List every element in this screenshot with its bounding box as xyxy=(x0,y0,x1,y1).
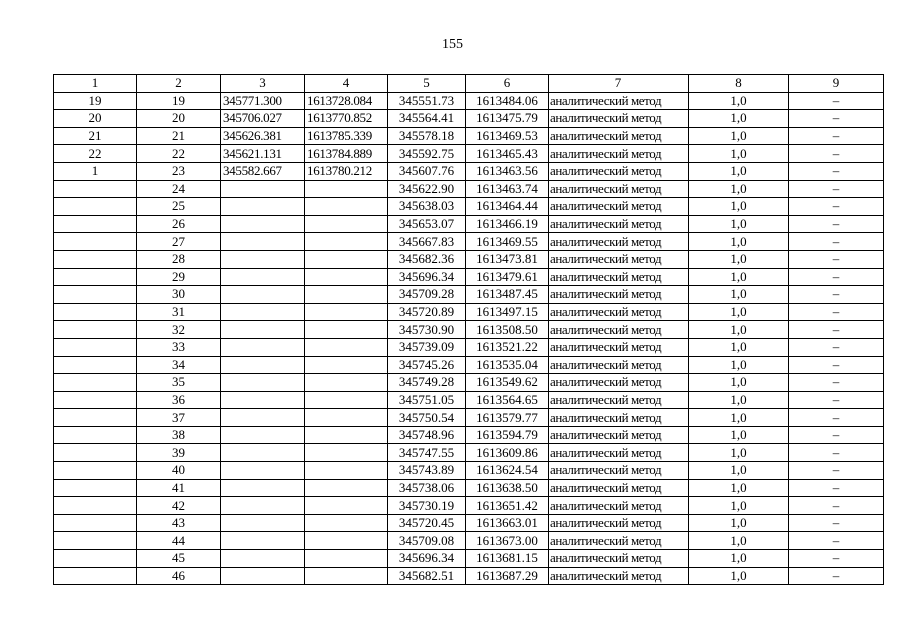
table-cell xyxy=(305,409,388,427)
column-header: 3 xyxy=(221,75,305,93)
table-cell: 1613728.084 xyxy=(305,92,388,110)
table-cell xyxy=(221,426,305,444)
table-cell: 19 xyxy=(54,92,137,110)
table-cell: 20 xyxy=(137,110,221,128)
table-cell: 19 xyxy=(137,92,221,110)
column-header: 6 xyxy=(466,75,549,93)
table-cell: – xyxy=(789,303,884,321)
table-row xyxy=(54,127,884,145)
table-cell xyxy=(221,198,305,216)
table-cell: 22 xyxy=(54,145,137,163)
table-cell: – xyxy=(789,321,884,339)
table-cell: – xyxy=(789,532,884,550)
table-cell: аналитический метод xyxy=(549,250,689,268)
table-cell xyxy=(221,286,305,304)
table-cell: аналитический метод xyxy=(549,479,689,497)
table-cell: аналитический метод xyxy=(549,514,689,532)
table-cell: 345750.54 xyxy=(388,409,466,427)
table-cell: аналитический метод xyxy=(549,92,689,110)
table-cell: 46 xyxy=(137,567,221,585)
table-row xyxy=(54,550,884,568)
table-row xyxy=(54,321,884,339)
table-row xyxy=(54,514,884,532)
table-cell: 40 xyxy=(137,462,221,480)
table-cell: 27 xyxy=(137,233,221,251)
table-cell xyxy=(305,391,388,409)
table-row xyxy=(54,286,884,304)
table-cell: 1613473.81 xyxy=(466,250,549,268)
table-cell: 1,0 xyxy=(689,356,789,374)
table-cell: 345551.73 xyxy=(388,92,466,110)
table-cell xyxy=(54,303,137,321)
table-cell: аналитический метод xyxy=(549,162,689,180)
table-cell: 345730.19 xyxy=(388,497,466,515)
table-cell: 345738.06 xyxy=(388,479,466,497)
table-cell: 1613681.15 xyxy=(466,550,549,568)
table-cell: 345720.89 xyxy=(388,303,466,321)
table-cell: 345653.07 xyxy=(388,215,466,233)
table-cell: 345607.76 xyxy=(388,162,466,180)
table-cell: – xyxy=(789,127,884,145)
table-cell xyxy=(54,567,137,585)
table-cell: 345720.45 xyxy=(388,514,466,532)
table-cell xyxy=(305,321,388,339)
table-row xyxy=(54,198,884,216)
table-cell: 1613687.29 xyxy=(466,567,549,585)
table-cell: 25 xyxy=(137,198,221,216)
table-cell xyxy=(54,409,137,427)
table-cell: 1,0 xyxy=(689,550,789,568)
table-cell: – xyxy=(789,409,884,427)
table-row xyxy=(54,338,884,356)
table-cell: 1613549.62 xyxy=(466,374,549,392)
table-cell: – xyxy=(789,250,884,268)
table-cell: – xyxy=(789,268,884,286)
table-cell: 1,0 xyxy=(689,426,789,444)
table-cell: 1613484.06 xyxy=(466,92,549,110)
table-row xyxy=(54,374,884,392)
table-cell: 1613594.79 xyxy=(466,426,549,444)
table-cell: 1613624.54 xyxy=(466,462,549,480)
table-cell: 1613497.15 xyxy=(466,303,549,321)
table-cell: аналитический метод xyxy=(549,497,689,515)
table-cell: – xyxy=(789,374,884,392)
table-cell: 1,0 xyxy=(689,321,789,339)
table-cell: 345709.28 xyxy=(388,286,466,304)
table-cell xyxy=(221,462,305,480)
table-cell: 37 xyxy=(137,409,221,427)
table-cell: аналитический метод xyxy=(549,391,689,409)
table-cell: 31 xyxy=(137,303,221,321)
table-cell xyxy=(305,479,388,497)
column-header: 1 xyxy=(54,75,137,93)
table-cell: 1613579.77 xyxy=(466,409,549,427)
column-header: 4 xyxy=(305,75,388,93)
table-cell: 345696.34 xyxy=(388,550,466,568)
table-cell: 1,0 xyxy=(689,286,789,304)
table-cell: 21 xyxy=(54,127,137,145)
table-cell: 345582.667 xyxy=(221,162,305,180)
table-cell: – xyxy=(789,180,884,198)
table-cell xyxy=(305,180,388,198)
table-cell xyxy=(305,356,388,374)
table-cell: аналитический метод xyxy=(549,127,689,145)
table-cell: 1613784.889 xyxy=(305,145,388,163)
table-row xyxy=(54,444,884,462)
table-cell: 20 xyxy=(54,110,137,128)
table-row xyxy=(54,303,884,321)
table-cell: 38 xyxy=(137,426,221,444)
table-cell: 345622.90 xyxy=(388,180,466,198)
table-cell: аналитический метод xyxy=(549,303,689,321)
table-cell: 1,0 xyxy=(689,92,789,110)
table-cell xyxy=(54,198,137,216)
table-cell xyxy=(221,303,305,321)
table-cell: 32 xyxy=(137,321,221,339)
table-cell: – xyxy=(789,110,884,128)
column-header: 2 xyxy=(137,75,221,93)
table-cell: – xyxy=(789,462,884,480)
table-cell: 1613466.19 xyxy=(466,215,549,233)
table-cell: аналитический метод xyxy=(549,198,689,216)
table-cell: – xyxy=(789,497,884,515)
table-cell: аналитический метод xyxy=(549,180,689,198)
table-cell: 345682.36 xyxy=(388,250,466,268)
table-cell: 345745.26 xyxy=(388,356,466,374)
table-cell xyxy=(221,374,305,392)
table-cell xyxy=(54,338,137,356)
table-row xyxy=(54,92,884,110)
table-cell: 44 xyxy=(137,532,221,550)
column-header: 7 xyxy=(549,75,689,93)
table-row xyxy=(54,110,884,128)
table-cell: 26 xyxy=(137,215,221,233)
table-cell: 345771.300 xyxy=(221,92,305,110)
table-cell: 23 xyxy=(137,162,221,180)
table-row xyxy=(54,532,884,550)
table-cell: 21 xyxy=(137,127,221,145)
table-cell xyxy=(221,180,305,198)
table-cell xyxy=(221,532,305,550)
table-cell: – xyxy=(789,92,884,110)
table-cell: 1613464.44 xyxy=(466,198,549,216)
column-header: 5 xyxy=(388,75,466,93)
table-cell xyxy=(54,444,137,462)
table-cell: – xyxy=(789,198,884,216)
table-cell: 1,0 xyxy=(689,444,789,462)
table-cell: 29 xyxy=(137,268,221,286)
table-cell xyxy=(54,426,137,444)
table-cell: 345751.05 xyxy=(388,391,466,409)
table-cell: 345706.027 xyxy=(221,110,305,128)
coordinates-table xyxy=(53,74,884,585)
table-cell xyxy=(54,550,137,568)
column-header: 8 xyxy=(689,75,789,93)
table-cell: – xyxy=(789,233,884,251)
table-cell: 1613785.339 xyxy=(305,127,388,145)
table-cell: 1,0 xyxy=(689,180,789,198)
table-cell: аналитический метод xyxy=(549,550,689,568)
table-cell: 1,0 xyxy=(689,374,789,392)
table-cell: – xyxy=(789,145,884,163)
table-cell: 1613638.50 xyxy=(466,479,549,497)
table-cell: аналитический метод xyxy=(549,321,689,339)
table-cell: 1,0 xyxy=(689,497,789,515)
table-cell: 345638.03 xyxy=(388,198,466,216)
table-cell: 1613663.01 xyxy=(466,514,549,532)
table-cell xyxy=(221,233,305,251)
table-cell: 345621.131 xyxy=(221,145,305,163)
table-cell xyxy=(221,444,305,462)
table-cell xyxy=(221,409,305,427)
table-cell: 1613463.74 xyxy=(466,180,549,198)
column-header: 9 xyxy=(789,75,884,93)
table-cell: 33 xyxy=(137,338,221,356)
table-cell xyxy=(221,514,305,532)
table-cell: 345564.41 xyxy=(388,110,466,128)
table-cell: 1,0 xyxy=(689,479,789,497)
table-cell: аналитический метод xyxy=(549,356,689,374)
table-cell: – xyxy=(789,444,884,462)
table-cell xyxy=(221,215,305,233)
table-cell xyxy=(305,198,388,216)
table-cell xyxy=(305,250,388,268)
table-row xyxy=(54,356,884,374)
table-cell: 39 xyxy=(137,444,221,462)
table-cell xyxy=(54,497,137,515)
table-cell xyxy=(54,286,137,304)
table-cell: 1613651.42 xyxy=(466,497,549,515)
table-cell: 1,0 xyxy=(689,145,789,163)
table-cell: 45 xyxy=(137,550,221,568)
table-cell xyxy=(305,444,388,462)
table-cell: – xyxy=(789,338,884,356)
table-cell xyxy=(305,497,388,515)
table-cell: – xyxy=(789,162,884,180)
table-cell: 1,0 xyxy=(689,391,789,409)
table-cell: 1,0 xyxy=(689,303,789,321)
table-cell: 1,0 xyxy=(689,250,789,268)
table-cell: 43 xyxy=(137,514,221,532)
table-cell xyxy=(54,479,137,497)
table-cell xyxy=(221,338,305,356)
table-row xyxy=(54,426,884,444)
table-cell xyxy=(221,250,305,268)
table-cell: – xyxy=(789,215,884,233)
table-cell: аналитический метод xyxy=(549,426,689,444)
table-cell: аналитический метод xyxy=(549,462,689,480)
table-cell: 42 xyxy=(137,497,221,515)
table-cell: 1,0 xyxy=(689,268,789,286)
table-cell: 1613673.00 xyxy=(466,532,549,550)
table-cell: 28 xyxy=(137,250,221,268)
table-row xyxy=(54,462,884,480)
table-cell xyxy=(54,374,137,392)
table-row xyxy=(54,268,884,286)
table-cell xyxy=(54,180,137,198)
table-cell: 1613535.04 xyxy=(466,356,549,374)
table-cell: 345667.83 xyxy=(388,233,466,251)
table-cell xyxy=(221,356,305,374)
table-cell xyxy=(54,356,137,374)
table-cell: аналитический метод xyxy=(549,374,689,392)
table-cell xyxy=(305,268,388,286)
table-cell: – xyxy=(789,479,884,497)
table-cell xyxy=(54,532,137,550)
table-cell: аналитический метод xyxy=(549,215,689,233)
table-cell xyxy=(54,250,137,268)
table-cell: 345578.18 xyxy=(388,127,466,145)
table-cell: – xyxy=(789,426,884,444)
table-cell xyxy=(305,567,388,585)
table-cell: 345682.51 xyxy=(388,567,466,585)
table-cell: 35 xyxy=(137,374,221,392)
table-header-row xyxy=(54,75,884,93)
table-cell xyxy=(305,532,388,550)
table-cell: аналитический метод xyxy=(549,268,689,286)
table-cell xyxy=(305,303,388,321)
table-cell: 34 xyxy=(137,356,221,374)
table-cell: 1613780.212 xyxy=(305,162,388,180)
table-row xyxy=(54,233,884,251)
table-cell: 1,0 xyxy=(689,127,789,145)
table-cell: аналитический метод xyxy=(549,409,689,427)
table-cell xyxy=(305,550,388,568)
table-cell: 345696.34 xyxy=(388,268,466,286)
table-cell: 345747.55 xyxy=(388,444,466,462)
table-cell: 1,0 xyxy=(689,567,789,585)
table-row xyxy=(54,479,884,497)
table-cell: 24 xyxy=(137,180,221,198)
table-cell: 1613770.852 xyxy=(305,110,388,128)
table-cell xyxy=(221,321,305,339)
table-row xyxy=(54,162,884,180)
table-cell: 345626.381 xyxy=(221,127,305,145)
table-cell xyxy=(54,321,137,339)
table-cell: аналитический метод xyxy=(549,444,689,462)
table-cell xyxy=(221,391,305,409)
table-cell: аналитический метод xyxy=(549,338,689,356)
table-cell: 1 xyxy=(54,162,137,180)
table-cell: 1613469.53 xyxy=(466,127,549,145)
table-cell: – xyxy=(789,567,884,585)
table-cell: 1,0 xyxy=(689,233,789,251)
table-cell: 1,0 xyxy=(689,162,789,180)
table-cell xyxy=(54,215,137,233)
table-cell: аналитический метод xyxy=(549,145,689,163)
table-cell xyxy=(54,462,137,480)
table-cell: 1,0 xyxy=(689,110,789,128)
table-cell: 41 xyxy=(137,479,221,497)
table-row xyxy=(54,567,884,585)
table-cell: аналитический метод xyxy=(549,233,689,251)
table-cell: 1613465.43 xyxy=(466,145,549,163)
table-cell: 345743.89 xyxy=(388,462,466,480)
table-cell: 1,0 xyxy=(689,198,789,216)
table-cell: 1,0 xyxy=(689,215,789,233)
table-row xyxy=(54,145,884,163)
table-cell: 1,0 xyxy=(689,514,789,532)
table-cell: – xyxy=(789,550,884,568)
table-cell: аналитический метод xyxy=(549,110,689,128)
table-cell: аналитический метод xyxy=(549,532,689,550)
table-cell xyxy=(221,497,305,515)
page-number: 155 xyxy=(442,37,463,52)
table-cell: 345709.08 xyxy=(388,532,466,550)
table-cell: 36 xyxy=(137,391,221,409)
table-cell: – xyxy=(789,391,884,409)
table-cell: – xyxy=(789,514,884,532)
table-cell: 1613479.61 xyxy=(466,268,549,286)
table-cell xyxy=(305,374,388,392)
table-cell: – xyxy=(789,356,884,374)
table-cell: 345730.90 xyxy=(388,321,466,339)
table-cell xyxy=(305,426,388,444)
table-cell xyxy=(221,268,305,286)
table-cell: 1613564.65 xyxy=(466,391,549,409)
table-cell: аналитический метод xyxy=(549,286,689,304)
table-cell xyxy=(54,514,137,532)
table-row xyxy=(54,391,884,409)
table-cell: 1613487.45 xyxy=(466,286,549,304)
table-cell: 1,0 xyxy=(689,338,789,356)
table-cell: 1613521.22 xyxy=(466,338,549,356)
table-row xyxy=(54,250,884,268)
table-cell: 345748.96 xyxy=(388,426,466,444)
table-row xyxy=(54,409,884,427)
table-cell: 345739.09 xyxy=(388,338,466,356)
table-cell: 30 xyxy=(137,286,221,304)
table-cell: 1,0 xyxy=(689,409,789,427)
table-cell: 1,0 xyxy=(689,532,789,550)
table-cell: 345749.28 xyxy=(388,374,466,392)
table-cell: 1613508.50 xyxy=(466,321,549,339)
table-cell xyxy=(54,268,137,286)
table-cell: аналитический метод xyxy=(549,567,689,585)
table-cell xyxy=(221,479,305,497)
table-cell xyxy=(305,462,388,480)
table-cell: 22 xyxy=(137,145,221,163)
table-cell: 1613469.55 xyxy=(466,233,549,251)
table-cell xyxy=(221,550,305,568)
table-cell xyxy=(221,567,305,585)
table-cell xyxy=(305,514,388,532)
table-cell xyxy=(54,391,137,409)
table-cell: 345592.75 xyxy=(388,145,466,163)
table-row xyxy=(54,215,884,233)
table-cell xyxy=(305,286,388,304)
table-row xyxy=(54,180,884,198)
table-cell: 1,0 xyxy=(689,462,789,480)
table-cell xyxy=(54,233,137,251)
table-cell: 1613609.86 xyxy=(466,444,549,462)
table-cell: – xyxy=(789,286,884,304)
table-cell xyxy=(305,233,388,251)
table-cell xyxy=(305,215,388,233)
table-cell: 1613475.79 xyxy=(466,110,549,128)
table-cell xyxy=(305,338,388,356)
table-cell: 1613463.56 xyxy=(466,162,549,180)
table-row xyxy=(54,497,884,515)
